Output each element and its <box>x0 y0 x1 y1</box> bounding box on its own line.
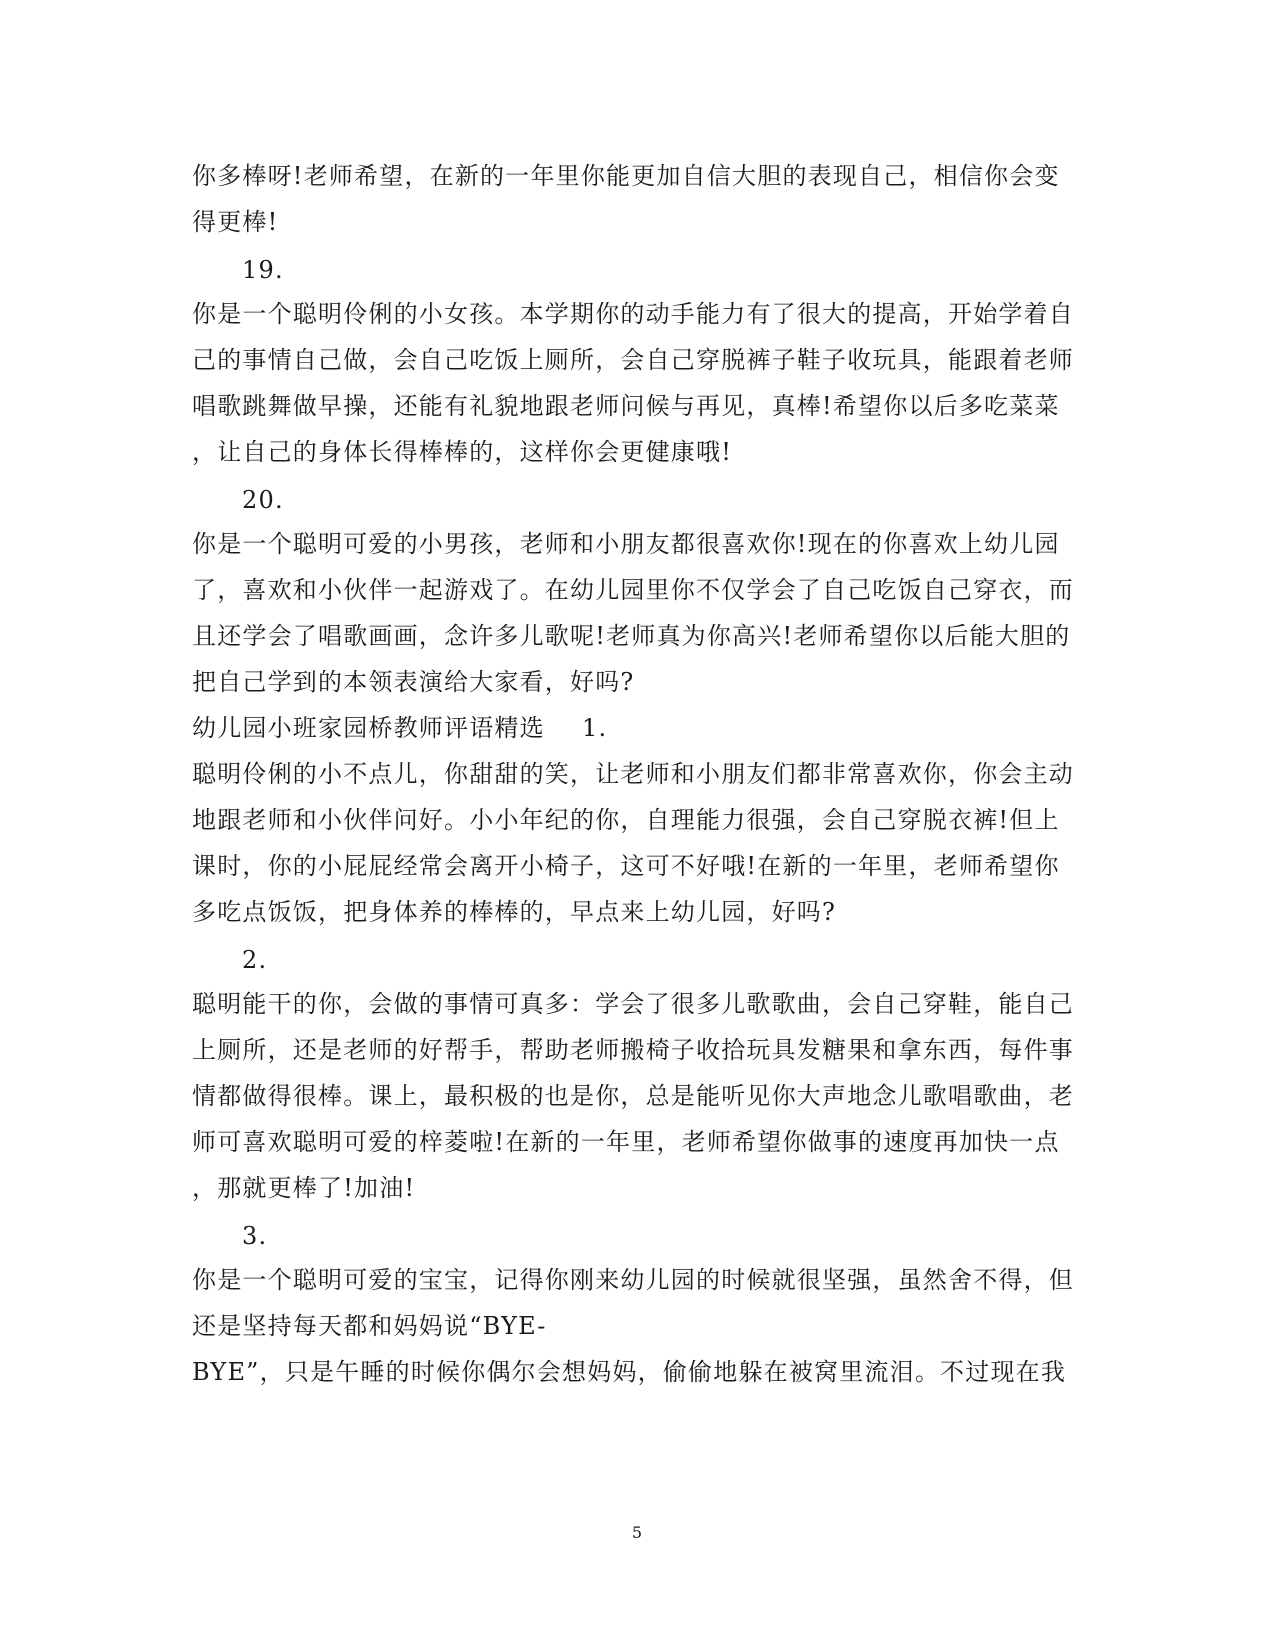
paragraph-line: 情都做得很棒。课上，最积极的也是你，总是能听见你大声地念儿歌唱歌曲，老 <box>192 1082 1074 1110</box>
paragraph-line: 还是坚持每天都和妈妈说“BYE- <box>192 1312 547 1340</box>
page-number: 5 <box>631 1523 643 1542</box>
item-number: 2. <box>242 946 268 974</box>
item-number: 19. <box>242 256 284 284</box>
paragraph-line: 课时，你的小屁屁经常会离开小椅子，这可不好哦!在新的一年里，老师希望你 <box>192 852 1060 880</box>
section-heading-text: 幼儿园小班家园桥教师评语精选 <box>192 714 545 742</box>
paragraph-line: BYE”，只是午睡的时候你偶尔会想妈妈，偷偷地躲在被窝里流泪。不过现在我 <box>192 1358 1067 1386</box>
paragraph-line: 唱歌跳舞做早操，还能有礼貌地跟老师问候与再见，真棒!希望你以后多吃菜菜 <box>192 392 1060 420</box>
paragraph-line: 地跟老师和小伙伴问好。小小年纪的你，自理能力很强，会自己穿脱衣裤!但上 <box>192 806 1060 834</box>
paragraph-line: 把自己学到的本领表演给大家看，好吗? <box>192 668 635 696</box>
paragraph-line: ，让自己的身体长得棒棒的，这样你会更健康哦! <box>192 438 733 466</box>
paragraph-line: ，那就更棒了!加油! <box>192 1174 416 1202</box>
paragraph-line: 上厕所，还是老师的好帮手，帮助老师搬椅子收拾玩具发糖果和拿东西，每件事 <box>192 1036 1074 1064</box>
paragraph-line: 你是一个聪明伶俐的小女孩。本学期你的动手能力有了很大的提高，开始学着自 <box>192 300 1074 328</box>
paragraph-line: 聪明伶俐的小不点儿，你甜甜的笑，让老师和小朋友们都非常喜欢你，你会主动 <box>192 760 1074 788</box>
section-heading-number: 1. <box>582 714 608 742</box>
paragraph-line: 己的事情自己做，会自己吃饭上厕所，会自己穿脱裤子鞋子收玩具，能跟着老师 <box>192 346 1074 374</box>
item-number: 3. <box>242 1222 268 1250</box>
paragraph-line: 师可喜欢聪明可爱的梓菱啦!在新的一年里，老师希望你做事的速度再加快一点 <box>192 1128 1060 1156</box>
paragraph-line: 你多棒呀!老师希望，在新的一年里你能更加自信大胆的表现自己，相信你会变 <box>192 162 1060 190</box>
paragraph-line: 你是一个聪明可爱的宝宝，记得你刚来幼儿园的时候就很坚强，虽然舍不得，但 <box>192 1266 1074 1294</box>
paragraph-line: 多吃点饭饭，把身体养的棒棒的，早点来上幼儿园，好吗? <box>192 898 837 926</box>
section-heading <box>192 712 1072 744</box>
paragraph-line: 得更棒! <box>192 208 279 236</box>
paragraph-line: 你是一个聪明可爱的小男孩，老师和小朋友都很喜欢你!现在的你喜欢上幼儿园 <box>192 530 1060 558</box>
paragraph-line: 且还学会了唱歌画画，念许多儿歌呢!老师真为你高兴!老师希望你以后能大胆的 <box>192 622 1071 650</box>
paragraph-line: 了，喜欢和小伙伴一起游戏了。在幼儿园里你不仅学会了自己吃饭自己穿衣，而 <box>192 576 1074 604</box>
item-number: 20. <box>242 486 284 514</box>
paragraph-line: 聪明能干的你，会做的事情可真多：学会了很多儿歌歌曲，会自己穿鞋，能自己 <box>192 990 1074 1018</box>
